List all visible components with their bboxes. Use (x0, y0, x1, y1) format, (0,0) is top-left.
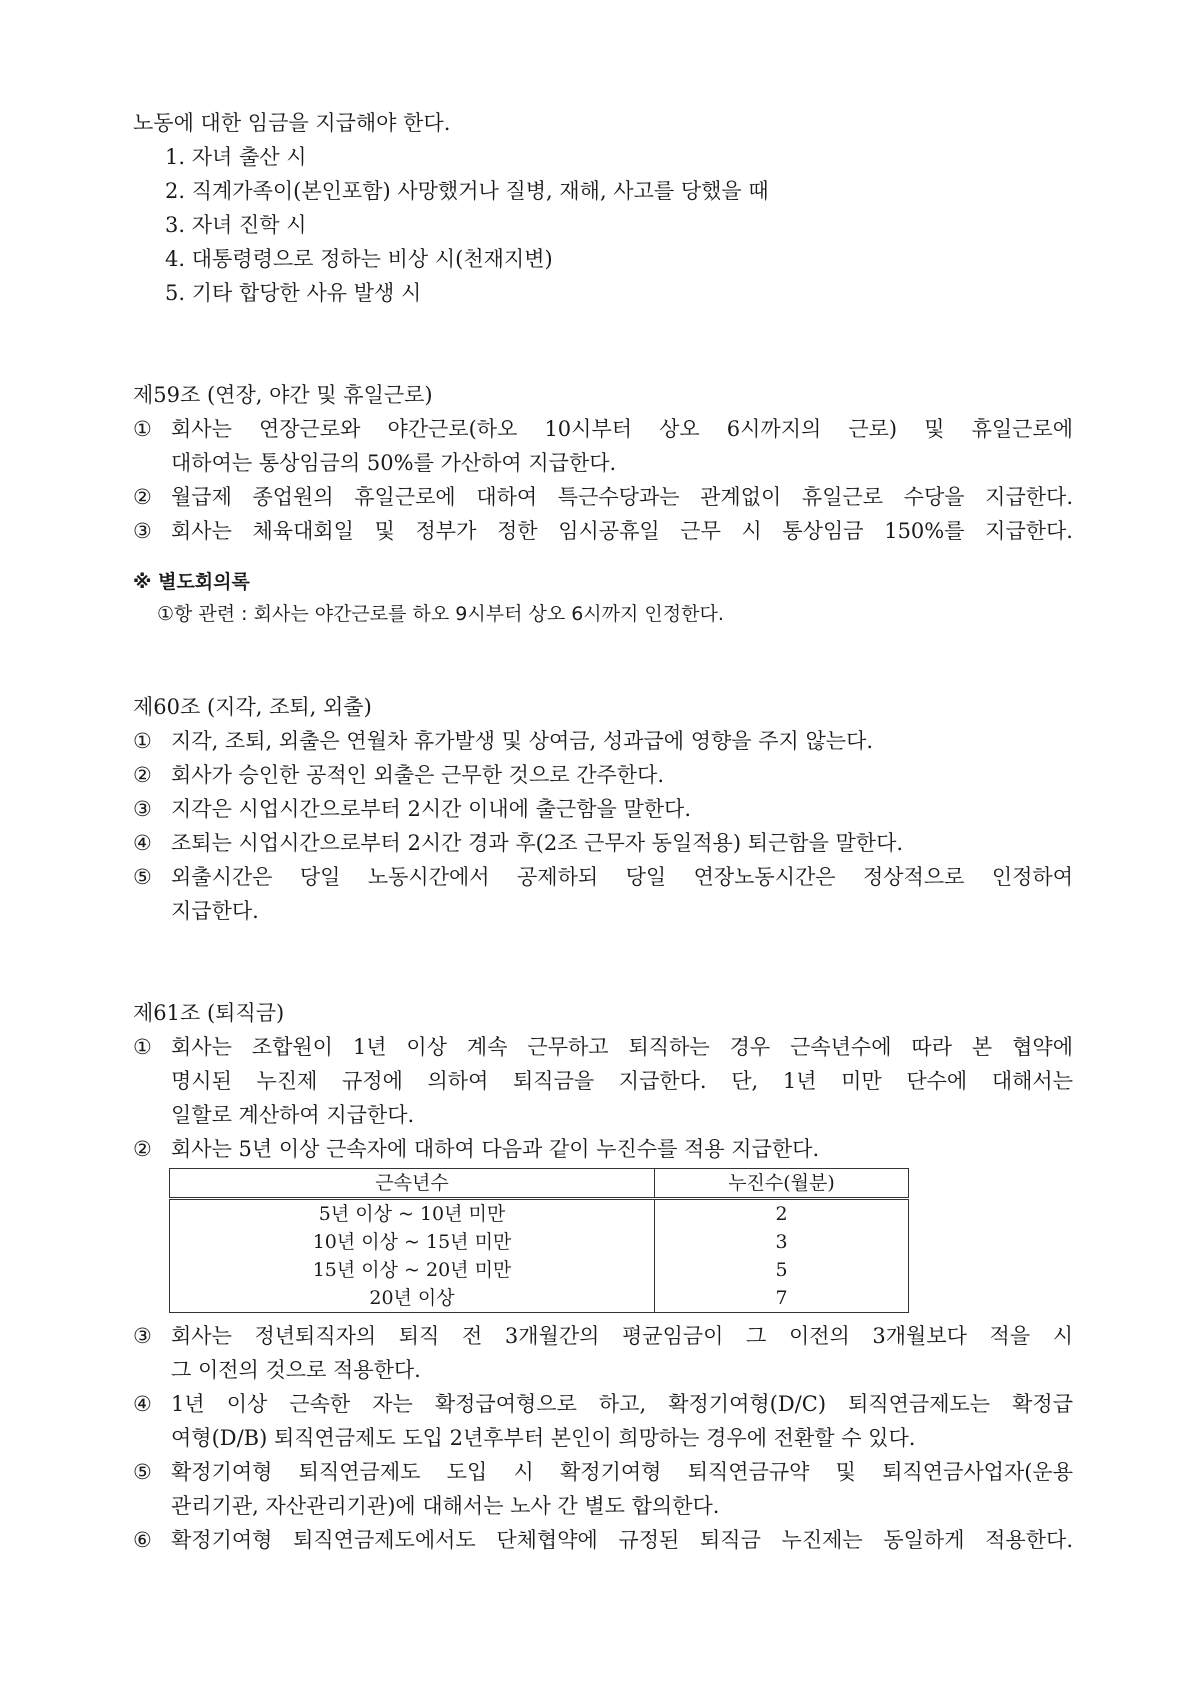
item-text: 회사는 5년 이상 근속자에 대하여 다음과 같이 누진수를 적용 지급한다. (171, 1137, 820, 1161)
list-item (133, 826, 1073, 860)
item-marker: ② (133, 1137, 152, 1161)
list-item (133, 412, 1073, 446)
intro-item: 3. 자녀 진학 시 (165, 213, 307, 237)
table-cell: 3 (655, 1228, 909, 1256)
item-marker: ⑤ (133, 1460, 152, 1484)
article-59-title: 제59조 (연장, 야간 및 휴일근로) (133, 383, 433, 407)
item-text: 외출시간은 당일 노동시간에서 공제하되 당일 연장노동시간은 정상적으로 인정하여 (171, 865, 1073, 889)
item-text-continued: 지급한다. (171, 899, 259, 923)
item-text: 확정기여형 퇴직연금제도에서도 단체협약에 규정된 퇴직금 누진제는 동일하게 적용한다. (171, 1528, 1073, 1552)
item-marker: ② (133, 485, 152, 509)
item-marker: ③ (133, 519, 152, 543)
article-60-title: 제60조 (지각, 조퇴, 외출) (133, 695, 372, 719)
item-marker: ② (133, 763, 152, 787)
list-item (133, 1387, 1073, 1421)
item-text: 지각은 시업시간으로부터 2시간 이내에 출근함을 말한다. (171, 797, 691, 821)
item-text: 지각, 조퇴, 외출은 연월차 휴가발생 및 상여금, 성과급에 영향을 주지 않는다. (171, 729, 874, 753)
article-61-title: 제61조 (퇴직금) (133, 1001, 285, 1025)
table-header-row (170, 1169, 909, 1199)
table-row (170, 1284, 909, 1313)
list-item (133, 792, 1073, 826)
item-text-continued: 대하여는 통상임금의 50%를 가산하여 지급한다. (171, 451, 617, 475)
item-text-continued: 그 이전의 것으로 적용한다. (171, 1358, 421, 1382)
table-cell: 5 (655, 1256, 909, 1284)
item-text-continued: 명시된 누진제 규정에 의하여 퇴직금을 지급한다. 단, 1년 미만 단수에 대해서는 (171, 1069, 1073, 1093)
list-item (133, 758, 1073, 792)
note-title: ※ 별도회의록 (133, 571, 250, 593)
item-text: 회사는 체육대회일 및 정부가 정한 임시공휴일 근무 시 통상임금 150%를 지급한다. (171, 519, 1073, 543)
item-marker: ③ (133, 1324, 152, 1348)
item-text: 1년 이상 근속한 자는 확정급여형으로 하고, 확정기여형(D/C) 퇴직연금제도는 확정급 (171, 1392, 1073, 1416)
intro-item: 5. 기타 합당한 사유 발생 시 (165, 281, 422, 305)
separate-minutes-note (133, 566, 1073, 630)
column-header: 누진수(월분) (655, 1169, 909, 1199)
intro-item: 1. 자녀 출산 시 (165, 145, 307, 169)
table-row (170, 1256, 909, 1284)
item-text: 회사는 조합원이 1년 이상 계속 근무하고 퇴직하는 경우 근속년수에 따라 본 협약에 (171, 1035, 1073, 1059)
intro-item: 2. 직계가족이(본인포함) 사망했거나 질병, 재해, 사고를 당했을 때 (165, 179, 769, 203)
table-cell: 10년 이상 ~ 15년 미만 (170, 1228, 655, 1256)
item-marker: ⑤ (133, 865, 152, 889)
table-cell: 7 (655, 1284, 909, 1313)
intro-line: 노동에 대한 임금을 지급해야 한다. (133, 111, 451, 135)
note-text: ①항 관련 : 회사는 야간근로를 하오 9시부터 상오 6시까지 인정한다. (157, 603, 724, 625)
item-text-continued: 여형(D/B) 퇴직연금제도 도입 2년후부터 본인이 희망하는 경우에 전환할 수 있다. (171, 1426, 916, 1450)
list-item (133, 1132, 1073, 1166)
table-cell: 15년 이상 ~ 20년 미만 (170, 1256, 655, 1284)
item-text: 회사가 승인한 공적인 외출은 근무한 것으로 간주한다. (171, 763, 665, 787)
item-text: 회사는 정년퇴직자의 퇴직 전 3개월간의 평균임금이 그 이전의 3개월보다 적을 시 (171, 1324, 1073, 1348)
item-marker: ③ (133, 797, 152, 821)
table-row (170, 1199, 909, 1229)
list-item (133, 514, 1073, 548)
list-item (133, 1523, 1073, 1557)
table-cell: 5년 이상 ~ 10년 미만 (170, 1199, 655, 1229)
list-item (133, 1030, 1073, 1064)
table-row (170, 1228, 909, 1256)
list-item (133, 860, 1073, 894)
item-marker: ④ (133, 831, 152, 855)
progressive-rate-table (169, 1168, 909, 1313)
item-marker: ① (133, 1035, 152, 1059)
column-header: 근속년수 (170, 1169, 655, 1199)
table-cell: 20년 이상 (170, 1284, 655, 1313)
item-text: 조퇴는 시업시간으로부터 2시간 경과 후(2조 근무자 동일적용) 퇴근함을 말한다. (171, 831, 904, 855)
list-item (133, 1455, 1073, 1489)
item-marker: ① (133, 417, 152, 441)
intro-item: 4. 대통령령으로 정하는 비상 시(천재지변) (165, 247, 553, 271)
item-text: 월급제 종업원의 휴일근로에 대하여 특근수당과는 관계없이 휴일근로 수당을 지급한다. (171, 485, 1073, 509)
list-item (133, 1319, 1073, 1353)
item-text: 회사는 연장근로와 야간근로(하오 10시부터 상오 6시까지의 근로) 및 휴일근로에 (171, 417, 1073, 441)
list-item (133, 480, 1073, 514)
item-marker: ④ (133, 1392, 152, 1416)
item-marker: ① (133, 729, 152, 753)
item-text: 확정기여형 퇴직연금제도 도입 시 확정기여형 퇴직연금규약 및 퇴직연금사업자(운용 (171, 1460, 1073, 1484)
item-text-continued: 일할로 계산하여 지급한다. (171, 1103, 415, 1127)
list-item (133, 724, 1073, 758)
document-body (133, 106, 1073, 1557)
item-text-continued: 관리기관, 자산관리기관)에 대해서는 노사 간 별도 합의한다. (171, 1494, 720, 1518)
table-cell: 2 (655, 1199, 909, 1229)
item-marker: ⑥ (133, 1528, 152, 1552)
